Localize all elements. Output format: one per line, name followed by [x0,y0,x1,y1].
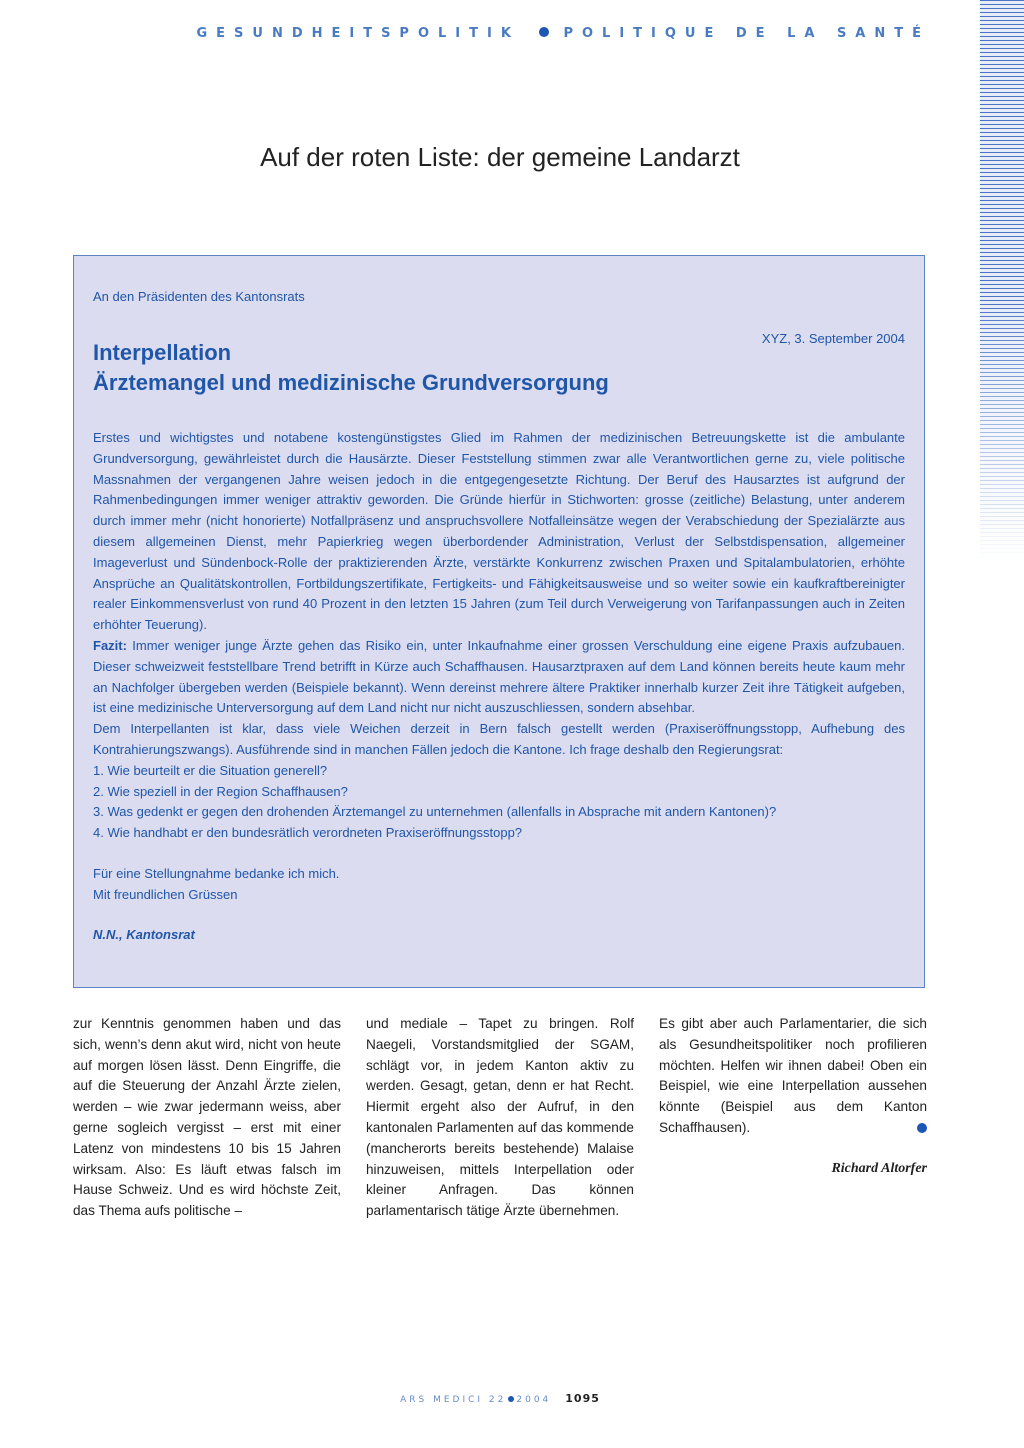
heading-line-2: Ärztemangel und medizinische Grundversorgung [93,370,609,395]
paragraph-1: Erstes und wichtigstes und notabene kostengünstigstes Glied im Rahmen der medizinischen Betreuungskette ist die ambulante Grundversorgung, gewährleistet durch die Hausärzte. Dieser Feststellung stimmen zwar alle Verantwortlichen gerne zu, viele politische Massnahmen der vergangenen Jahre weisen jedoch in die entgegengesetzte Richtung. Der Beruf des Hausarztes ist aufgrund der Rahmenbedingungen immer weniger attraktiv geworden. Die Gründe hierfür in Stichworten: grosse (zeitliche) Belastung, unter anderem durch immer mehr (nicht honorierte) Notfallpräsenz und anspruchsvollere Notfalleinsätze wegen der Verabschiedung der Spezialärzte aus diesem allgemeinen Dienst, mehr Papierkrieg wegen überbordender Administration, Verlust der Selbstdispensation, allgemeiner Imageverlust und Sündenbock-Rolle der praktizierenden Ärzte, verstärkte Konkurrenz zwischen Praxen und Spitalambulatorien, erhöhte Ansprüche an Qualitätskontrollen, Fortbildungszertifikate, Fertigkeits- und Fähigkeitsausweise und so weiter sowie ein kaufkraftbereinigter realer Einkommensverlust von rund 40 Prozent in den letzten 15 Jahren (zum Teil durch Verweigerung von Tarifanpassungen auch in Zeiten erhöhter Teuerung). [93,430,905,633]
footer-dot-icon [508,1396,514,1402]
page-footer [0,1392,1000,1405]
column-2: und mediale – Tapet zu bringen. Rolf Naegeli, Vorstandsmitglied der SGAM, schlägt vor, in jedem Kanton aktiv zu werden. Gesagt, getan, denn er hat Recht. Hiermit ergeht also der Aufruf, in den kantonalen Parlamenten auf das kommende (mancherorts bereits bestehende) Malaise hinzuweisen, mittels Interpellation oder kleiner Anfragen. Das können parlamentarisch tätige Ärzte übernehmen. [366,1016,634,1219]
question-item: 3. Was gedenkt er gegen den drohenden Ärztemangel zu unternehmen (allenfalls in Absprache mit andern Kantonen)? [93,804,777,820]
signature: N.N., Kantonsrat [93,926,195,942]
decorative-stripes [980,0,1024,560]
page-number: 1095 [565,1392,600,1405]
paragraph-3: Dem Interpellanten ist klar, dass viele Weichen derzeit in Bern falsch gestellt werden (Praxiseröffnungsstopp, Aufhebung des Kontrahierungszwangs). Ausführende sind in manchen Fällen jedoch die Kantone. Ich frage deshalb den Regierungsrat: [93,721,905,757]
closing [93,864,905,906]
closing-line-2: Mit freundlichen Grüssen [93,886,238,902]
end-mark-dot-icon [917,1123,927,1133]
running-head-right: POLITIQUE DE LA SANTÉ [563,26,930,41]
bullet-dot-icon [539,27,549,37]
question-list [93,761,905,844]
heading-line-1: Interpellation [93,340,232,365]
addressee: An den Präsidenten des Kantonsrats [93,289,305,304]
article-title: Auf der roten Liste: der gemeine Landarzt [260,142,740,172]
footer-journal: ARS MEDICI 22 [400,1395,507,1405]
question-item: 1. Wie beurteilt er die Situation generell? [93,762,328,778]
column-3-text: Es gibt aber auch Parlamentarier, die sich als Gesundheitspolitiker noch profilieren möchten. Helfen wir ihnen dabei! Oben ein Beispiel, wie eine Interpellation aussehen könnte (Beispiel aus dem Kanton Schaffhausen). [659,1016,927,1135]
column-3 [659,1014,927,1180]
author: Richard Altorfer [831,1160,927,1176]
question-item: 4. Wie handhabt er den bundesrätlich verordneten Praxiseröffnungsstopp? [93,825,523,841]
interpellation-body [93,428,905,761]
interpellation-box [73,255,925,988]
fazit-text: Immer weniger junge Ärzte gehen das Risiko ein, unter Inkaufnahme einer grossen Verschuldung eine eigene Praxis aufzubauen. Dieser schweizweit feststellbare Trend betrifft in Kürze auch Schaffhausen. Hausarztpraxen auf dem Land können bereits heute kaum mehr an Nachfolger übergeben werden (Beispiele bekannt). Wenn dereinst mehrere ältere Praktiker innerhalb kurzer Zeit ihre Tätigkeit aufgeben, ist eine medizinische Unterversorgung auf dem Land nicht nur nicht auszuschliessen, sondern absehbar. [93,637,905,716]
closing-line-1: Für eine Stellungnahme bedanke ich mich. [93,865,340,881]
fazit-label: Fazit: [93,637,127,653]
running-head [60,26,930,41]
letter-date: XYZ, 3. September 2004 [761,331,905,346]
paragraph-fazit [93,636,905,719]
footer-year: 2004 [516,1395,552,1405]
column-1: zur Kenntnis genommen haben und das sich, wenn’s denn akut wird, nicht von heute auf morgen lösen lässt. Denn Eingriffe, die auf die Steuerung der Anzahl Ärzte zielen, werden – wie zwar jedermann weiss, aber gerne sogleich vergisst – erst mit einer Latenz von mindestens 10 bis 15 Jahren wirksam. Also: Es läuft etwas falsch im Hause Schweiz. Und es wird höchste Zeit, das Thema aufs politische – [73,1016,341,1219]
running-head-left: GESUNDHEITSPOLITIK [196,26,520,41]
question-item: 2. Wie speziell in der Region Schaffhausen? [93,783,348,799]
